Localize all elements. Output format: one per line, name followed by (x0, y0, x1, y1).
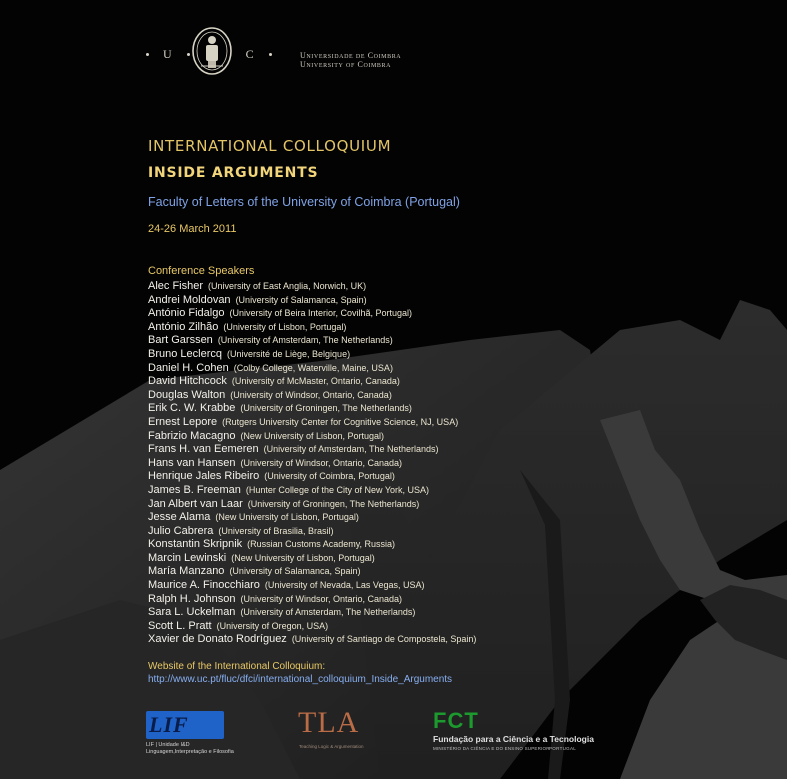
speaker-row (148, 468, 476, 482)
speaker-affiliation: (University of Windsor, Ontario, Canada) (240, 593, 403, 604)
speaker-name: David Hitchcock (148, 375, 227, 388)
fct-logo-text: FCT (433, 708, 479, 733)
university-name-pt: Universidade de Coimbra (300, 51, 402, 60)
speaker-affiliation: (Colby College, Waterville, Maine, USA) (233, 362, 393, 373)
speaker-name: Bart Garssen (148, 334, 213, 347)
speaker-name: Xavier de Donato Rodríguez (148, 633, 287, 646)
speaker-row (148, 563, 476, 577)
speaker-row (148, 577, 476, 591)
university-name-en: University of Coimbra (300, 60, 392, 69)
speaker-affiliation: (University of Salamanca, Spain) (229, 566, 361, 577)
speaker-row (148, 414, 476, 428)
speaker-affiliation: (University of East Anglia, Norwich, UK) (208, 281, 367, 291)
speaker-affiliation: (University of Windsor, Ontario, Canada) (240, 457, 403, 468)
speaker-name: Jesse Alama (148, 511, 211, 524)
dot-icon (146, 53, 149, 56)
fct-country: PORTUGAL (549, 746, 577, 751)
fct-ministry: MINISTÉRIO DA CIÊNCIA E DO ENSINO SUPERIOR (433, 746, 550, 751)
speaker-affiliation: (New University of Lisbon, Portugal) (215, 512, 359, 523)
speaker-affiliation: (University of Groningen, The Netherlands) (240, 403, 412, 414)
speaker-row (148, 428, 476, 442)
colloquium-dates: 24-26 March 2011 (148, 223, 237, 235)
speaker-affiliation: (University of Amsterdam, The Netherlands) (217, 335, 393, 346)
speaker-affiliation: (University of Salamanca, Spain) (235, 294, 367, 305)
speaker-name: Erik C. W. Krabbe (148, 402, 236, 415)
speaker-name: António Fidalgo (148, 307, 225, 320)
speaker-affiliation: (University of Beira Interior, Covilhã, Portugal) (229, 308, 413, 319)
speaker-affiliation: (Russian Customs Academy, Russia) (247, 539, 396, 550)
uc-letter-c: C (245, 47, 255, 61)
speaker-row (148, 509, 476, 523)
speaker-row (148, 292, 476, 306)
speaker-row (148, 536, 476, 550)
speaker-name: James B. Freeman (148, 483, 241, 496)
speaker-row (148, 618, 476, 632)
speaker-row (148, 400, 476, 414)
lif-caption-line-2: Linguagem,Interpretação e Filosofia (146, 748, 234, 755)
speaker-row (148, 496, 476, 510)
lif-logo-text: LIF (149, 712, 189, 737)
speaker-row (148, 332, 476, 346)
fct-caption: Fundação para a Ciência e a Tecnologia (433, 734, 594, 744)
speaker-name: Andrei Moldovan (148, 293, 231, 306)
lif-logo (146, 711, 258, 755)
speaker-name: Douglas Walton (148, 388, 226, 401)
speaker-name: Fabrizio Macagno (148, 429, 236, 442)
uc-letter-u: U (163, 47, 173, 61)
website-label: Website of the International Colloquium: (148, 661, 326, 672)
speaker-name: Maurice A. Finocchiaro (148, 579, 260, 592)
speaker-affiliation: (University of Santiago de Compostela, Spain) (291, 634, 477, 645)
colloquium-heading: INTERNATIONAL COLLOQUIUM (148, 137, 392, 155)
speaker-affiliation: (Rutgers University Center for Cognitive Science, NJ, USA) (222, 416, 459, 427)
speaker-name: Sara L. Uckelman (148, 606, 236, 619)
lif-logo-mark (146, 711, 224, 739)
speaker-row (148, 631, 476, 645)
university-seal-icon (191, 26, 233, 76)
tla-caption: Teaching Logic & Argumentation (299, 744, 364, 749)
speaker-row (148, 550, 476, 564)
speaker-row (148, 523, 476, 537)
speaker-list (148, 278, 476, 645)
speaker-name: Hans van Hansen (148, 456, 236, 469)
colloquium-venue: Faculty of Letters of the University of Coimbra (Portugal) (148, 195, 460, 209)
speaker-affiliation: (Hunter College of the City of New York, USA) (245, 484, 430, 495)
speaker-name: Bruno Leclercq (148, 347, 222, 360)
lif-caption (146, 742, 234, 755)
speaker-affiliation: (University of McMaster, Ontario, Canada) (231, 376, 400, 387)
speaker-name: Daniel H. Cohen (148, 361, 229, 374)
speaker-name: Julio Cabrera (148, 524, 214, 537)
speaker-name: Alec Fisher (148, 280, 204, 292)
speaker-row (148, 346, 476, 360)
speakers-heading: Conference Speakers (148, 265, 255, 277)
speaker-row (148, 319, 476, 333)
speaker-row (148, 360, 476, 374)
speaker-affiliation: (New University of Lisbon, Portugal) (231, 552, 375, 563)
speaker-row (148, 387, 476, 401)
speaker-name: Jan Albert van Laar (148, 497, 243, 510)
university-name (300, 51, 401, 69)
website-link[interactable]: http://www.uc.pt/fluc/dfci/international_colloquium_Inside_Arguments (148, 674, 453, 685)
speaker-affiliation: (University of Oregon, USA) (216, 620, 329, 631)
speaker-name: Marcin Lewinski (148, 551, 227, 564)
lif-caption-line-1: LIF | Unidade I&D (146, 742, 190, 748)
tla-logo (296, 706, 366, 754)
speaker-row (148, 455, 476, 469)
speaker-affiliation: (University of Groningen, The Netherlands) (247, 498, 420, 509)
fct-logo (433, 708, 593, 754)
speaker-row (148, 591, 476, 605)
speaker-name: Ernest Lepore (148, 415, 218, 428)
speaker-row (148, 278, 476, 292)
speaker-affiliation: (New University of Lisbon, Portugal) (240, 430, 384, 441)
speaker-affiliation: (Université de Liège, Belgique) (227, 348, 351, 359)
speaker-name: Ralph H. Johnson (148, 592, 236, 605)
dot-icon (269, 53, 272, 56)
speaker-name: Scott L. Pratt (148, 619, 212, 632)
tla-logo-text: TLA (298, 706, 360, 739)
speaker-row (148, 441, 476, 455)
speaker-affiliation: (University of Coimbra, Portugal) (264, 471, 395, 482)
speaker-affiliation: (University of Amsterdam, The Netherlands) (263, 444, 439, 455)
speaker-affiliation: (University of Amsterdam, The Netherlands) (240, 607, 416, 618)
colloquium-title: INSIDE ARGUMENTS (148, 165, 319, 181)
speaker-name: María Manzano (148, 565, 225, 578)
speaker-affiliation: (University of Brasilia, Brasil) (218, 525, 334, 536)
speaker-name: Henrique Jales Ribeiro (148, 470, 260, 483)
speaker-row (148, 305, 476, 319)
speaker-name: Konstantin Skripnik (148, 538, 243, 551)
speaker-name: António Zilhão (148, 320, 219, 333)
speaker-affiliation: (University of Windsor, Ontario, Canada) (230, 389, 392, 400)
speaker-row (148, 482, 476, 496)
speaker-affiliation: (University of Lisbon, Portugal) (223, 321, 347, 332)
speaker-affiliation: (University of Nevada, Las Vegas, USA) (264, 580, 425, 591)
dot-icon (187, 53, 190, 56)
speaker-row (148, 373, 476, 387)
speaker-row (148, 604, 476, 618)
speaker-name: Frans H. van Eemeren (148, 443, 259, 456)
